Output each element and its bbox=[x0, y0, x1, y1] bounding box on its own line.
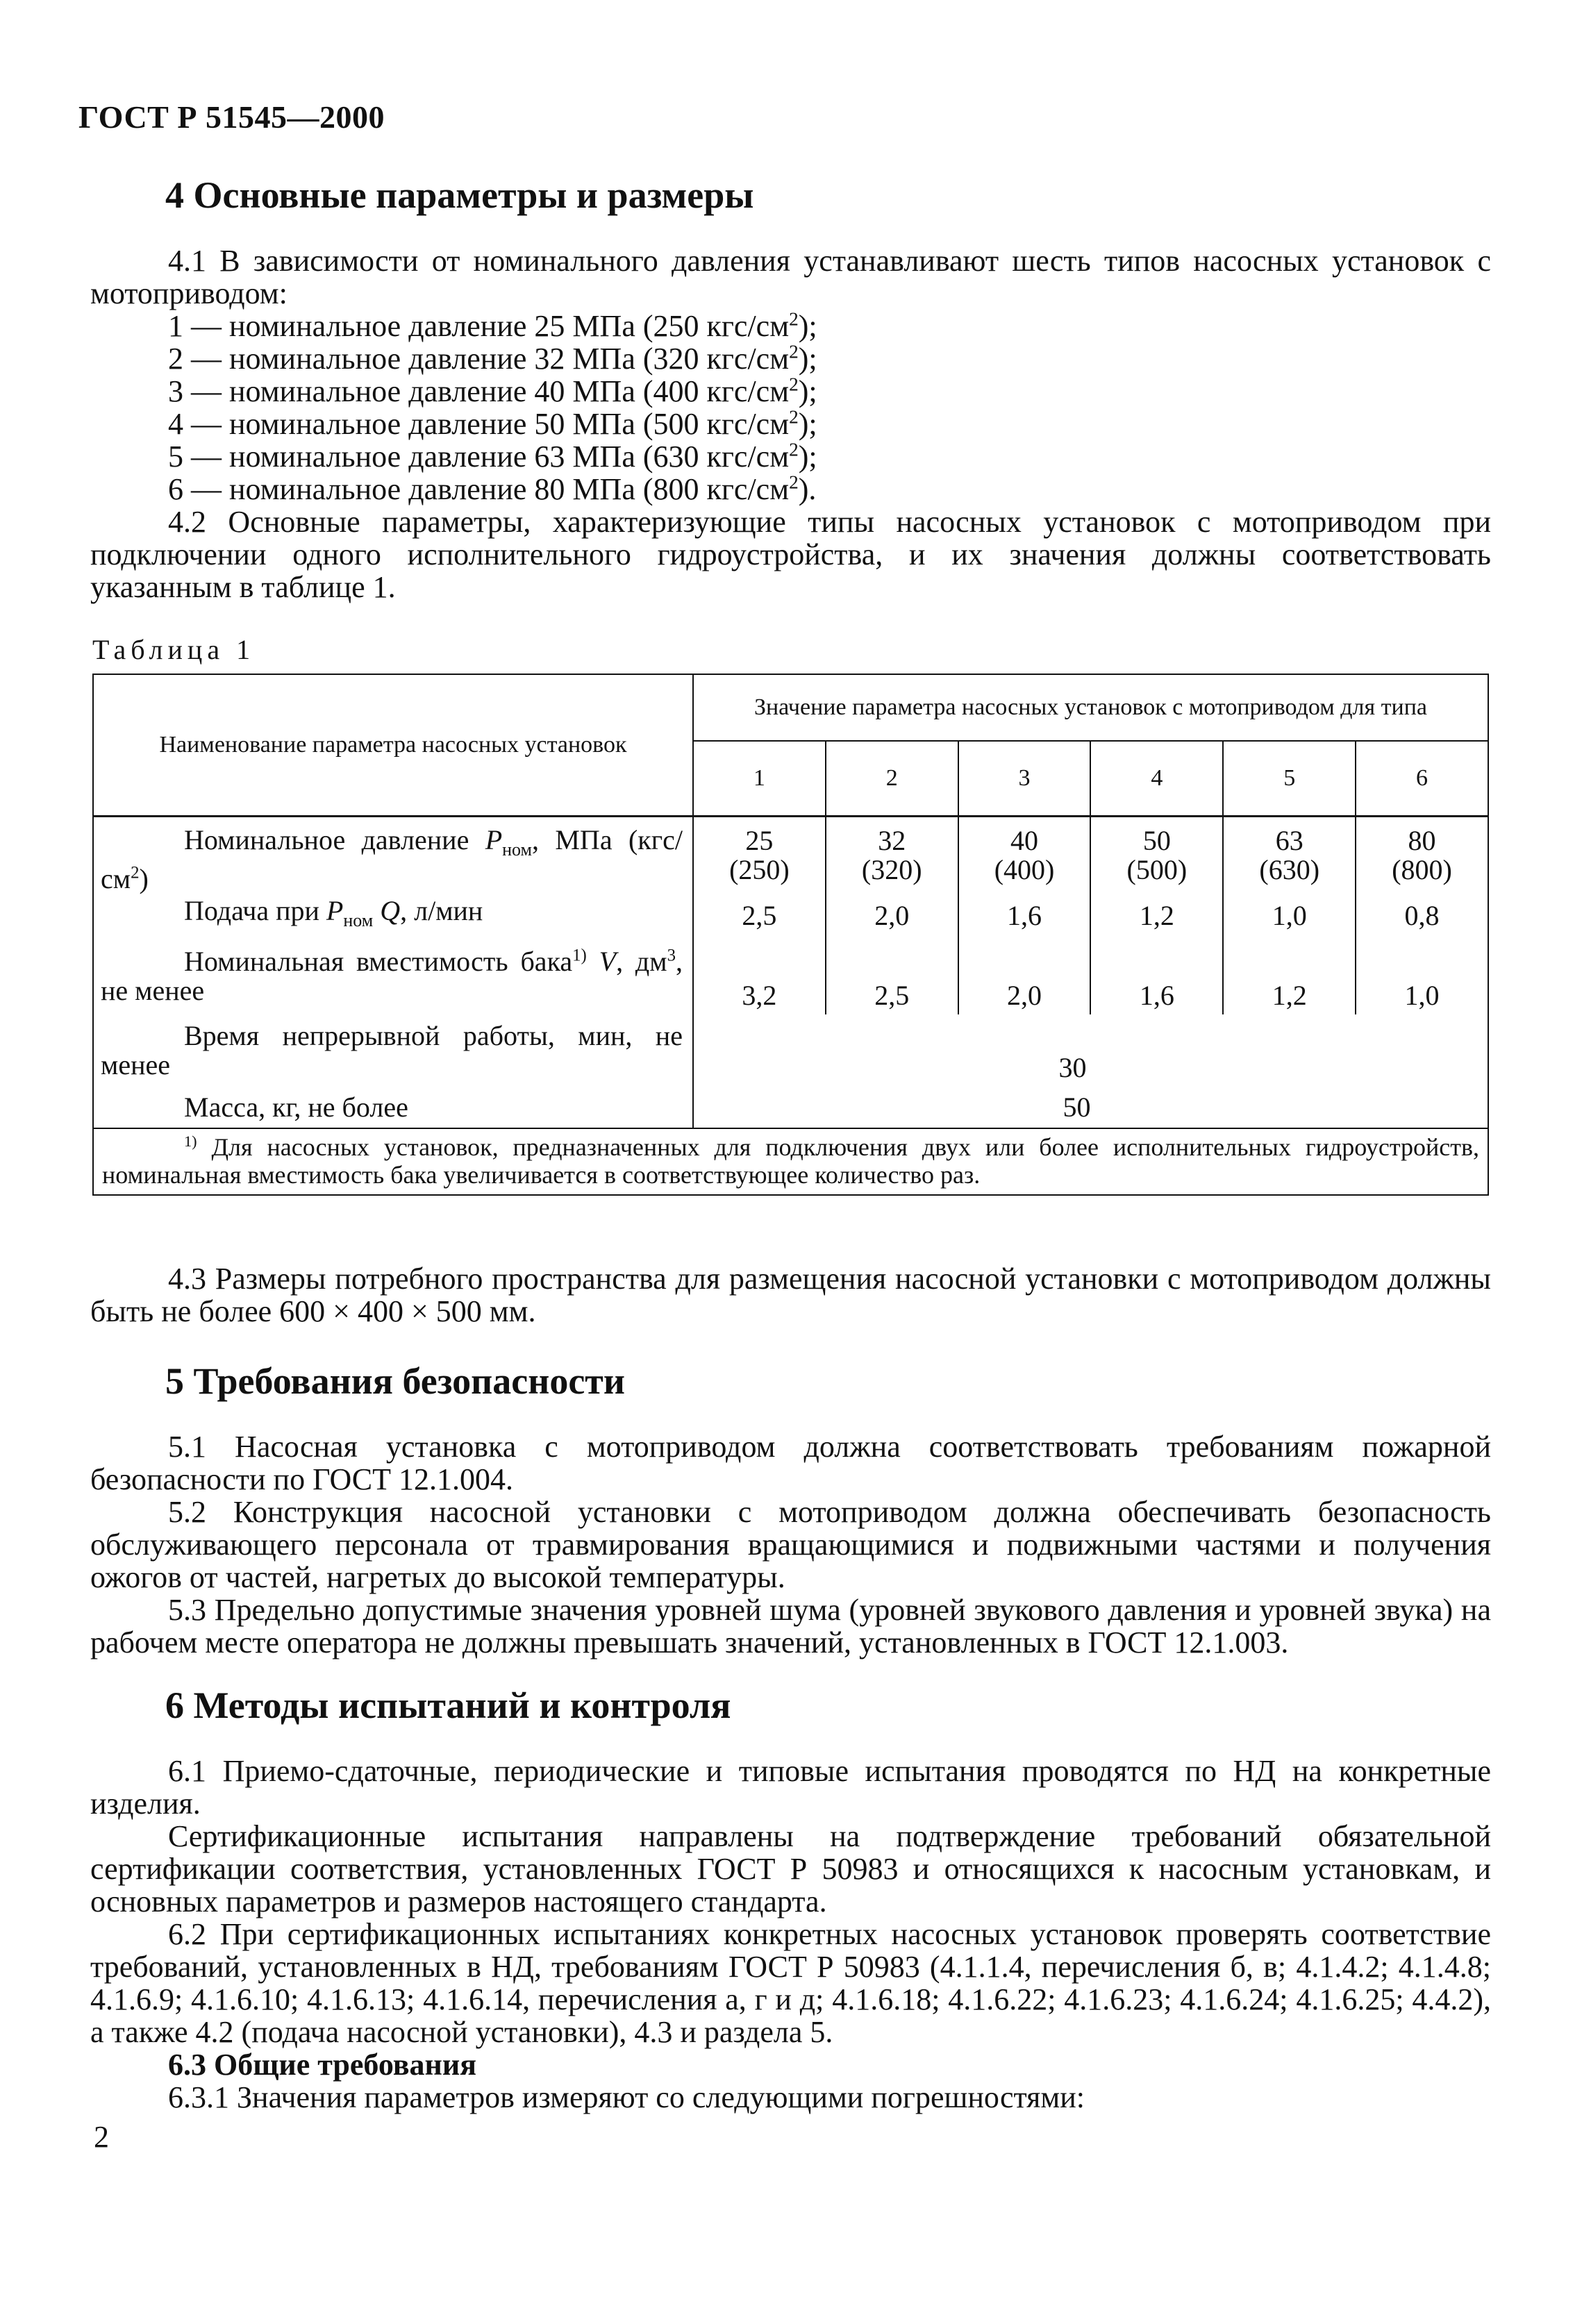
table-cell: 50 (500) bbox=[1090, 816, 1223, 894]
table-cell: 1,2 bbox=[1090, 894, 1223, 938]
table-cell: 2,0 bbox=[958, 938, 1091, 1014]
table-cell: 2,5 bbox=[693, 894, 826, 938]
column-header-type: 5 bbox=[1223, 741, 1356, 816]
table-cell: 1,0 bbox=[1223, 894, 1356, 938]
table-row bbox=[93, 1014, 1488, 1087]
section-5-title: 5 Требования безопасности bbox=[165, 1360, 625, 1402]
table-cell: 63 (630) bbox=[1223, 816, 1356, 894]
section-6-body bbox=[90, 1755, 1491, 2114]
page-number: 2 bbox=[94, 2120, 109, 2154]
table-row bbox=[93, 894, 1488, 938]
table-cell: 80 (800) bbox=[1356, 816, 1488, 894]
row-name-tank-capacity: Номинальная вместимость бака$^{1)}$ V, $дм^3$, не менее bbox=[93, 938, 693, 1014]
table-cell: 40 (400) bbox=[958, 816, 1091, 894]
list-item: 5 — номинальное давление 63 МПа (630 кгс/$см^2$); bbox=[168, 439, 817, 474]
table-cell: 2,0 bbox=[826, 894, 958, 938]
table-cell-merged: 30 bbox=[693, 1014, 1488, 1087]
section-5-body bbox=[90, 1430, 1491, 1659]
paragraph-6-1-cert: Сертификационные испытания направлены на подтверждение требований обязательной сертификации соответствия, установленных ГОСТ Р 50983 и относящихся к насосным установкам, и основных параметров и размеров настоящего стандарта. bbox=[90, 1819, 1491, 1918]
table-row bbox=[93, 1087, 1488, 1128]
table-footnote-row bbox=[93, 1128, 1488, 1195]
column-header-parameter-name: Наименование параметра насосных установок bbox=[93, 674, 693, 816]
table-cell: 1,6 bbox=[1090, 938, 1223, 1014]
paragraph-4-3: 4.3 Размеры потребного пространства для размещения насосной установки с мотоприводом должны быть не более 600 × 400 × 500 мм. bbox=[90, 1262, 1491, 1328]
table-cell-merged: 50 bbox=[693, 1087, 1488, 1128]
table-cell: 3,2 bbox=[693, 938, 826, 1014]
paragraph-5-3: 5.3 Предельно допустимые значения уровней шума (уровней звукового давления и уровней звука) на рабочем месте оператора не должны превышать значений, установленных в ГОСТ 12.1.003. bbox=[90, 1593, 1491, 1660]
paragraph-4-3-block bbox=[90, 1262, 1491, 1328]
list-item: 4 — номинальное давление 50 МПа (500 кгс/$см^2$); bbox=[168, 406, 817, 441]
paragraph-6-2: 6.2 При сертификационных испытаниях конкретных насосных установок проверять соответствие требований, установленных в НД, требованиям ГОСТ Р 50983 (4.1.1.4, перечисления б, в; 4.1.4.2; 4.1.4.8; 4.1.6.9; 4.1.6.10; 4.1.6.13; 4.1.6.14, перечисления а, г и д; 4.1.6.18; 4.1.6.22; 4.1.6.23; 4.1.6.24; 4.1.6.25; 4.4.2), а также 4.2 (подача насосной установки), 4.3 и раздела 5. bbox=[90, 1917, 1491, 2049]
column-header-type: 1 bbox=[693, 741, 826, 816]
table-caption: Таблица 1 bbox=[92, 634, 256, 665]
row-name-mass: Масса, кг, не более bbox=[93, 1087, 693, 1128]
row-name-continuous-operation: Время непрерывной работы, мин, не менее bbox=[93, 1014, 693, 1087]
column-header-type: 2 bbox=[826, 741, 958, 816]
row-name-flow-rate: Подача при $P_{ном}$ Q, л/мин bbox=[93, 894, 693, 938]
section-4-body bbox=[90, 244, 1491, 603]
list-item: 3 — номинальное давление 40 МПа (400 кгс/$см^2$); bbox=[168, 374, 817, 408]
table-cell: 1,0 bbox=[1356, 938, 1488, 1014]
table-cell: 2,5 bbox=[826, 938, 958, 1014]
row-name-nominal-pressure: Номинальное давление $P_{ном}$, МПа $(кгс/см^2)$ bbox=[93, 816, 693, 894]
paragraph-6-3-1: 6.3.1 Значения параметров измеряют со следующими погрешностями: bbox=[168, 2080, 1085, 2114]
table-cell: 0,8 bbox=[1356, 894, 1488, 938]
table-cell: 32 (320) bbox=[826, 816, 958, 894]
section-4-title: 4 Основные параметры и размеры bbox=[165, 174, 754, 216]
section-6-title: 6 Методы испытаний и контроля bbox=[165, 1685, 731, 1726]
table-cell: 25 (250) bbox=[693, 816, 826, 894]
column-header-type: 4 bbox=[1090, 741, 1223, 816]
paragraph-4-2: 4.2 Основные параметры, характеризующие типы насосных установок с мотоприводом при подключении одного исполнительного гидроустройства, и их значения должны соответствовать указанным в таблице 1. bbox=[90, 505, 1491, 604]
paragraph-6-1: 6.1 Приемо-сдаточные, периодические и типовые испытания проводятся по НД на конкретные изделия. bbox=[90, 1754, 1491, 1821]
list-item: 6 — номинальное давление 80 МПа (800 кгс/$см^2$). bbox=[168, 471, 817, 506]
paragraph-5-1: 5.1 Насосная установка с мотоприводом должна соответствовать требованиям пожарной безопасности по ГОСТ 12.1.004. bbox=[90, 1430, 1491, 1496]
list-item: 1 — номинальное давление 25 МПа (250 кгс/$см^2$); bbox=[168, 308, 817, 343]
table-cell: 1,2 bbox=[1223, 938, 1356, 1014]
list-item: 2 — номинальное давление 32 МПа (320 кгс/$см^2$); bbox=[168, 341, 817, 376]
table-row bbox=[93, 938, 1488, 1014]
running-header: ГОСТ Р 51545—2000 bbox=[78, 99, 385, 135]
paragraph-4-1: 4.1 В зависимости от номинального давления устанавливают шесть типов насосных установок с мотоприводом: bbox=[90, 244, 1491, 310]
table-row bbox=[93, 816, 1488, 894]
table-footnote: $^{1)}$ Для насосных установок, предназначенных для подключения двух или более исполнительных гидроустройств, номинальная вместимость бака увеличивается в соответствующее количество раз. bbox=[93, 1128, 1488, 1195]
column-header-type: 3 bbox=[958, 741, 1091, 816]
paragraph-5-2: 5.2 Конструкция насосной установки с мотоприводом должна обеспечивать безопасность обслуживающего персонала от травмирования вращающимися и подвижными частями и получения ожогов от частей, нагретых до высокой температуры. bbox=[90, 1495, 1491, 1594]
column-header-group: Значение параметра насосных установок с мотоприводом для типа bbox=[693, 674, 1488, 741]
parameters-table bbox=[92, 674, 1489, 1196]
subsection-6-3-title: 6.3 Общие требования bbox=[168, 2048, 476, 2082]
column-header-type: 6 bbox=[1356, 741, 1488, 816]
table-cell: 1,6 bbox=[958, 894, 1091, 938]
